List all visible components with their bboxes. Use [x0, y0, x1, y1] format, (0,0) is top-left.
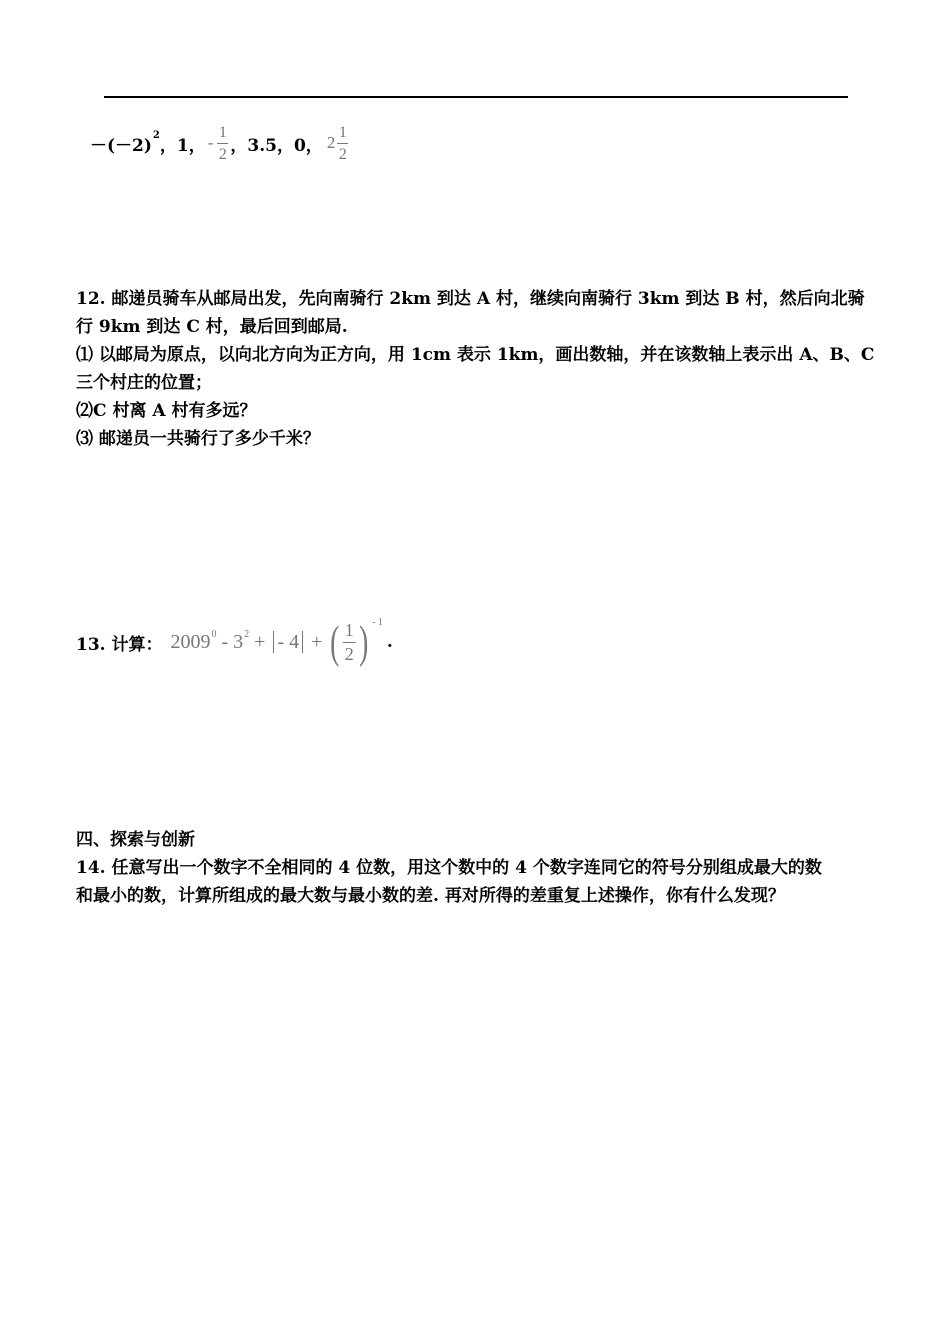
number-list — [90, 118, 350, 168]
base-2009: 2009 — [170, 630, 211, 653]
neg-square-term: －(－2) — [90, 135, 152, 156]
separator-1: ，1， — [159, 135, 206, 156]
separator-2: ，3.5，0， — [230, 135, 323, 156]
abs-content: - 4 — [277, 630, 300, 653]
q14-line-1: 14. 任意写出一个数字不全相同的 4 位数，用这个数中的 4 个数字连同它的符号分别组成最大的数 — [76, 858, 822, 878]
fraction-numerator: 1 — [344, 619, 354, 640]
q13-expression — [170, 616, 383, 667]
period: . — [386, 632, 393, 652]
exponent-two: 2 — [244, 628, 250, 640]
mixed-number-fraction — [337, 124, 348, 163]
mixed-number-whole: 2 — [326, 133, 336, 152]
exponent-neg-one: - 1 — [372, 616, 383, 628]
q13-label: 13. 计算： — [76, 634, 163, 655]
fraction-denominator: 2 — [338, 145, 347, 163]
fraction-half — [217, 124, 228, 163]
fraction-denominator: 2 — [344, 643, 354, 664]
section-heading: 四、探索与创新 — [76, 830, 195, 850]
q12-part-2: ⑵C 村离 A 村有多远？ — [76, 401, 257, 421]
exponent: 2 — [152, 129, 160, 141]
q12-line-2: 行 9km 到达 C 村，最后回到邮局. — [76, 317, 348, 337]
header-rule — [104, 96, 848, 98]
fraction-bar — [343, 642, 356, 643]
fraction-numerator: 1 — [218, 123, 227, 141]
fraction-half — [343, 621, 356, 664]
minus-operator: - — [216, 630, 234, 653]
left-paren: ( — [330, 616, 340, 667]
base-3: 3 — [233, 630, 244, 653]
abs-bar-left — [273, 631, 274, 653]
question-12 — [76, 285, 896, 453]
q12-part-1: ⑴ 以邮局为原点，以向北方向为正方向，用 1cm 表示 1km，画出数轴，并在该数轴上表示出 A、B、C — [76, 345, 875, 365]
q12-part-1-cont: 三个村庄的位置； — [76, 373, 212, 393]
question-13 — [76, 612, 393, 672]
q12-part-3: ⑶ 邮递员一共骑行了多少千米？ — [76, 429, 320, 449]
section-4 — [76, 826, 896, 910]
q12-line-1: 12. 邮递员骑车从邮局出发，先向南骑行 2km 到达 A 村，继续向南骑行 3km 到达 B 村，然后向北骑 — [76, 289, 865, 309]
exponent-zero: 0 — [211, 628, 217, 640]
fraction-denominator: 2 — [218, 145, 227, 163]
right-paren: ) — [358, 616, 368, 667]
plus-operator: + — [249, 630, 271, 653]
fraction-numerator: 1 — [338, 123, 347, 141]
fraction-bar — [337, 143, 348, 144]
minus-sign: - — [207, 133, 214, 152]
abs-bar-right — [302, 631, 303, 653]
fraction-bar — [217, 143, 228, 144]
plus-operator: + — [306, 630, 328, 653]
q14-line-2: 和最小的数，计算所组成的最大数与最小数的差. 再对所得的差重复上述操作，你有什么发现？ — [76, 886, 785, 906]
